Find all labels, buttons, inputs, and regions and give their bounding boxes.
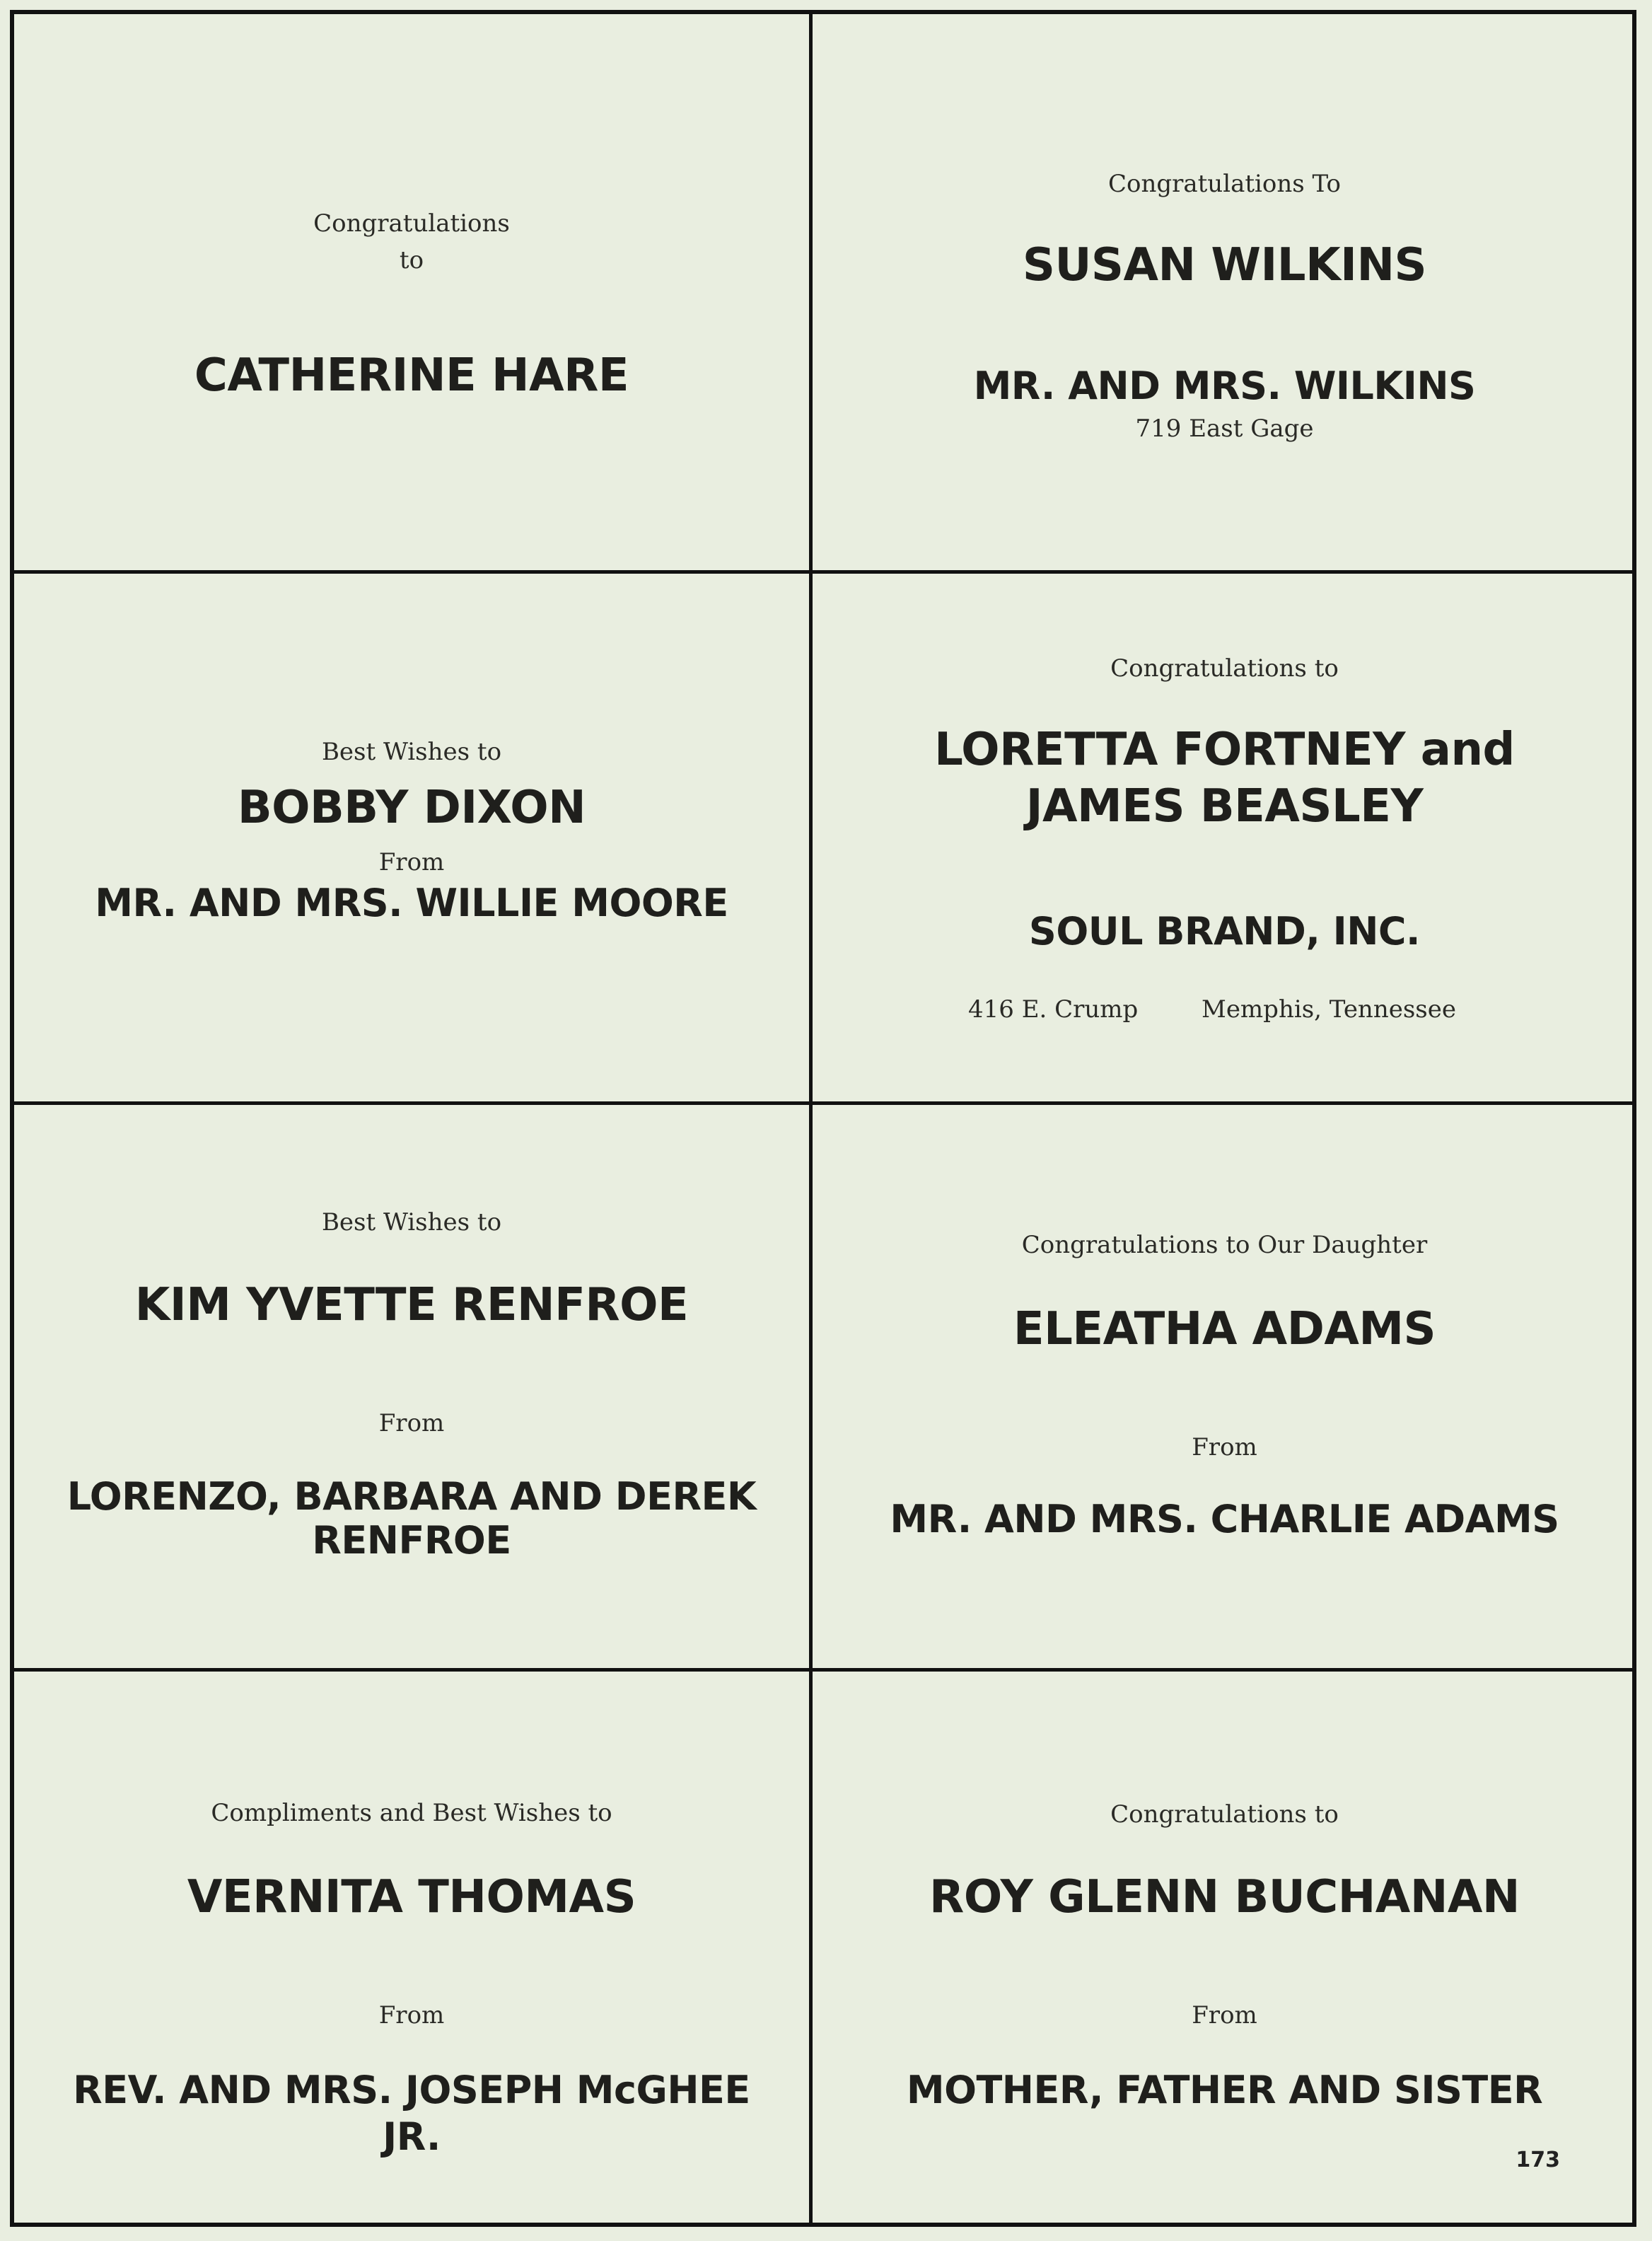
greeting: Best Wishes to xyxy=(321,738,502,766)
sponsor-street: 416 E. Crump xyxy=(968,995,1139,1024)
page-number: 173 xyxy=(1516,2148,1560,2172)
greeting: Congratulations to Our Daughter xyxy=(1021,1231,1428,1259)
ad-catherine-hare xyxy=(14,14,809,570)
greeting: Congratulations To xyxy=(1107,170,1342,198)
sponsor-name-line-2: JR. xyxy=(383,2114,441,2159)
honoree-name-line-1: LORETTA FORTNEY and xyxy=(934,724,1515,776)
honoree-name: BOBBY DIXON xyxy=(237,782,586,834)
ad-kim-yvette-renfroe xyxy=(14,1105,809,1668)
ad-eleatha-adams xyxy=(813,1105,1636,1668)
sponsor-name-line-1: LORENZO, BARBARA AND DEREK xyxy=(66,1474,757,1519)
greeting: Congratulations xyxy=(313,209,510,238)
sponsor-name: MOTHER, FATHER AND SISTER xyxy=(906,2068,1543,2112)
sponsor-name: MR. AND MRS. WILKINS xyxy=(973,364,1476,408)
greeting: Compliments and Best Wishes to xyxy=(211,1799,612,1827)
sponsor-city: Memphis, Tennessee xyxy=(1202,995,1456,1024)
honoree-name: ROY GLENN BUCHANAN xyxy=(929,1871,1520,1923)
sponsor-name-line-2: RENFROE xyxy=(312,1518,511,1563)
greeting: Best Wishes to xyxy=(321,1208,502,1237)
from-label: From xyxy=(378,848,445,876)
ad-loretta-fortney-james-beasley xyxy=(813,574,1636,1101)
greeting: Congratulations to xyxy=(1110,654,1339,683)
sponsor-name: SOUL BRAND, INC. xyxy=(1028,909,1421,954)
from-label: From xyxy=(1192,1433,1257,1461)
greeting: Congratulations to xyxy=(1110,1800,1339,1829)
ad-bobby-dixon xyxy=(14,574,809,1101)
from-label: From xyxy=(1192,2001,1257,2029)
sponsor-name-line-1: REV. AND MRS. JOSEPH McGHEE xyxy=(73,2068,750,2112)
from-label: From xyxy=(378,2001,445,2029)
sponsor-name: MR. AND MRS. CHARLIE ADAMS xyxy=(890,1497,1559,1541)
ad-roy-glenn-buchanan xyxy=(813,1672,1636,2227)
honoree-name: KIM YVETTE RENFROE xyxy=(134,1279,689,1331)
honoree-name-line-2: JAMES BEASLEY xyxy=(1025,780,1424,833)
ad-susan-wilkins xyxy=(813,14,1636,570)
sponsor-name: MR. AND MRS. WILLIE MOORE xyxy=(95,881,728,925)
honoree-name: CATHERINE HARE xyxy=(194,349,629,402)
sponsor-address: 719 East Gage xyxy=(1135,415,1314,443)
ad-vernita-thomas xyxy=(14,1672,809,2227)
honoree-name: SUSAN WILKINS xyxy=(1022,239,1427,291)
honoree-name: VERNITA THOMAS xyxy=(187,1871,636,1923)
honoree-name: ELEATHA ADAMS xyxy=(1013,1303,1436,1355)
from-label: From xyxy=(378,1409,445,1437)
greeting-to: to xyxy=(399,246,424,274)
